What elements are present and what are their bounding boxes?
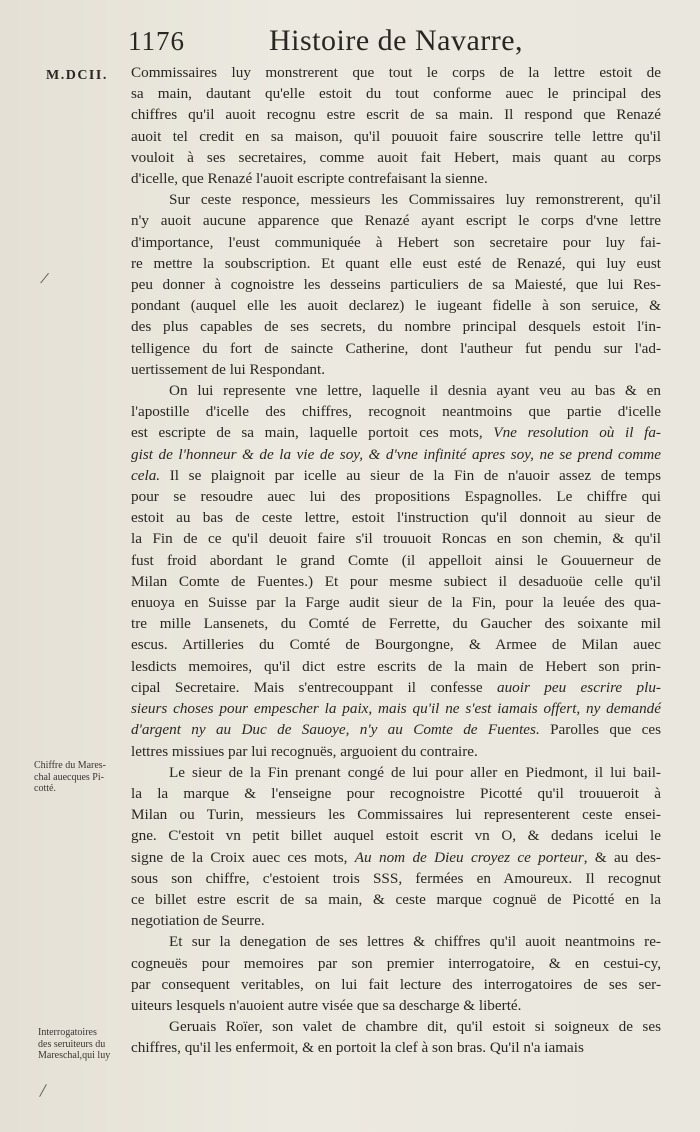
text-line: chiffres qu'il auoit recognu estre escrit de sa main. Il respond que Renazé: [131, 106, 661, 124]
text-line: estoit au bas de ceste lettre, estoit l'instruction qu'il donnoit au sieur de: [131, 509, 661, 527]
margin-note-line: chal auecques Pi-: [34, 771, 104, 783]
margin-note-line: Chiffre du Mares-: [34, 760, 107, 771]
text-line: uertissement de lui Respondant.: [131, 360, 326, 378]
text-line: des plus capables de ses secrets, du nombre principal desquels estoit l'in-: [131, 318, 661, 336]
text-line: Le sieur de la Fin prenant congé de lui pour aller en Piedmont, il lui bail-: [169, 763, 661, 781]
text-line: cogneuës pour memoires par son premier interrogatoire, & en cestui-cy,: [131, 954, 661, 972]
text-line: d'importance, l'eust communiquée à Hebert son secretaire pour luy fai-: [131, 233, 661, 251]
text-line: sa main, dautant qu'elle estoit du tout conforme auec le principal des: [131, 85, 661, 103]
text-line: gne. C'estoit vn petit billet auquel estoit escrit vn O, & dedans icelui le: [131, 827, 661, 845]
text-line: d'argent ny au Duc de Sauoye, n'y au Comte de Fuentes. Parolles que ces: [131, 721, 662, 739]
text-line: sieurs choses pour empescher la paix, mais qu'il ne s'est iamais offert, ny demandé: [131, 700, 661, 718]
text-line: la la marque & l'enseigne pour recognoistre Picotté qu'il trouueroit à: [131, 784, 661, 802]
text-line: Milan ou Turin, messieurs les Commissaires lui representerent ceste ensei-: [131, 806, 661, 824]
text-line: telligence du fort de saincte Catherine, dont l'autheur fut pendu sur l'ad-: [131, 339, 661, 357]
margin-note-line: Mareschal,qui luy: [38, 1050, 111, 1061]
text-line: enuoya en Suisse par la Farge audit sieur de la Fin, pour la leuée des qua-: [131, 594, 661, 612]
text-line: pondant (auquel elle les auoit declarez) le iugeant fidelle à son seruice, &: [131, 297, 661, 315]
text-line: cela. Il se plaignoit par icelle au sieur de la Fin de n'auoir assez de temps: [131, 466, 661, 484]
text-line: tre mille Lansenets, du Comté de Ferrette, du Gaucher des soixante mil: [131, 615, 661, 633]
text-line: vouloit à ses secretaires, comme auoit fait Hebert, mais quant au corps: [131, 148, 661, 166]
margin-note-chiffre: [34, 760, 122, 795]
text-line: negotiation de Seurre.: [131, 912, 265, 930]
text-line: Geruais Roïer, son valet de chambre dit, qu'il estoit si soigneux de ses: [169, 1018, 661, 1036]
page-number: 1176: [128, 26, 185, 56]
ink-mark: /: [38, 267, 51, 289]
text-line: auoit tel credit en sa maison, qu'il pouuoit faire souscrire telle lettre qu'il: [131, 127, 661, 145]
text-line: lettres missiues par lui recognuës, arguoient du contraire.: [131, 742, 478, 760]
text-line: escus. Artilleries du Comté de Bourgongne, & Armee de Milan auec: [131, 636, 661, 654]
text-line: Et sur la denegation de ses lettres & chiffres qu'il auoit neantmoins re-: [169, 933, 661, 951]
text-line: l'apostille d'icelle des chiffres, recognoit neantmoins que partie d'icelle: [131, 403, 661, 421]
text-line: chiffres, qu'il les enfermoit, & en portoit la clef à son bras. Qu'il n'a iamais: [131, 1039, 584, 1057]
text-line: ce billet estre escrit de sa main, & ceste marque cognuë de Picotté en la: [131, 890, 661, 908]
text-line: fust froid abordant le grand Comte (il appelloit ainsi le Gouuerneur de: [131, 551, 661, 569]
margin-note-line: des seruiteurs du: [38, 1038, 106, 1050]
text-line: re mettre la soubscription. Et quant elle eust esté de Renazé, qui luy eust: [131, 254, 661, 272]
text-line: cipal Secretaire. Mais s'entrecouppant il confesse auoir peu escrire plu-: [131, 678, 661, 696]
margin-note-line: cotté.: [34, 783, 56, 794]
text-line: uiteurs lesquels n'auoient autre visée que sa descharge & liberté.: [131, 996, 522, 1014]
text-line: par consequent veritables, on lui fait lecture des interrogatoires de ses ser-: [131, 975, 661, 993]
text-line: n'y auoit aucune apparence que Renazé ayant escript le corps d'vne lettre: [131, 212, 661, 230]
text-line: est escripte de sa main, laquelle portoit ces mots, Vne resolution où il fa-: [131, 424, 661, 442]
text-line: Commissaires luy monstrerent que tout le corps de la lettre estoit de: [131, 64, 661, 81]
text-line: la Fin de ce qu'il deuoit faire s'il trouuoit Roncas en son chemin, & qu'il: [131, 530, 661, 548]
text-line: d'icelle, que Renazé l'auoit escripte contrefaisant la sienne.: [131, 170, 488, 188]
year-margin: M.DCII.: [46, 68, 108, 83]
ink-mark: /: [38, 1079, 48, 1103]
body-text: [131, 62, 661, 1059]
text-line: Milan Comte de Fuentes.) Et pour mesme subiect il desaduoüe celle qu'il: [131, 572, 661, 590]
text-line: On lui represente vne lettre, laquelle il desnia ayant veu au bas & en: [169, 382, 661, 400]
margin-note-interrogatoires: [38, 1027, 124, 1062]
text-line: Sur ceste responce, messieurs les Commissaires luy remonstrerent, qu'il: [169, 191, 661, 209]
text-line: lesdicts memoires, qu'il dict estre escrits de la main de Hebert son prin-: [131, 657, 661, 675]
text-line: sous son chiffre, c'estoient trois SSS, fermées en Amoureux. Il recognut: [131, 869, 661, 887]
text-line: gist de l'honneur & de la vie de soy, & d'vne infinité apres soy, ne se prend comme: [131, 445, 661, 463]
margin-note-line: Interrogatoires: [38, 1027, 97, 1038]
text-line: signe de la Croix auec ces mots, Au nom de Dieu croyez ce porteur, & au des-: [131, 848, 661, 866]
text-line: peu donner à cognoistre les desseins particuliers de sa Maiesté, que lui Res-: [131, 276, 661, 294]
text-line: pour se resoudre auec lui des propositions Espagnolles. Le chiffre qui: [131, 488, 661, 506]
running-title: Histoire de Navarre,: [269, 24, 524, 57]
